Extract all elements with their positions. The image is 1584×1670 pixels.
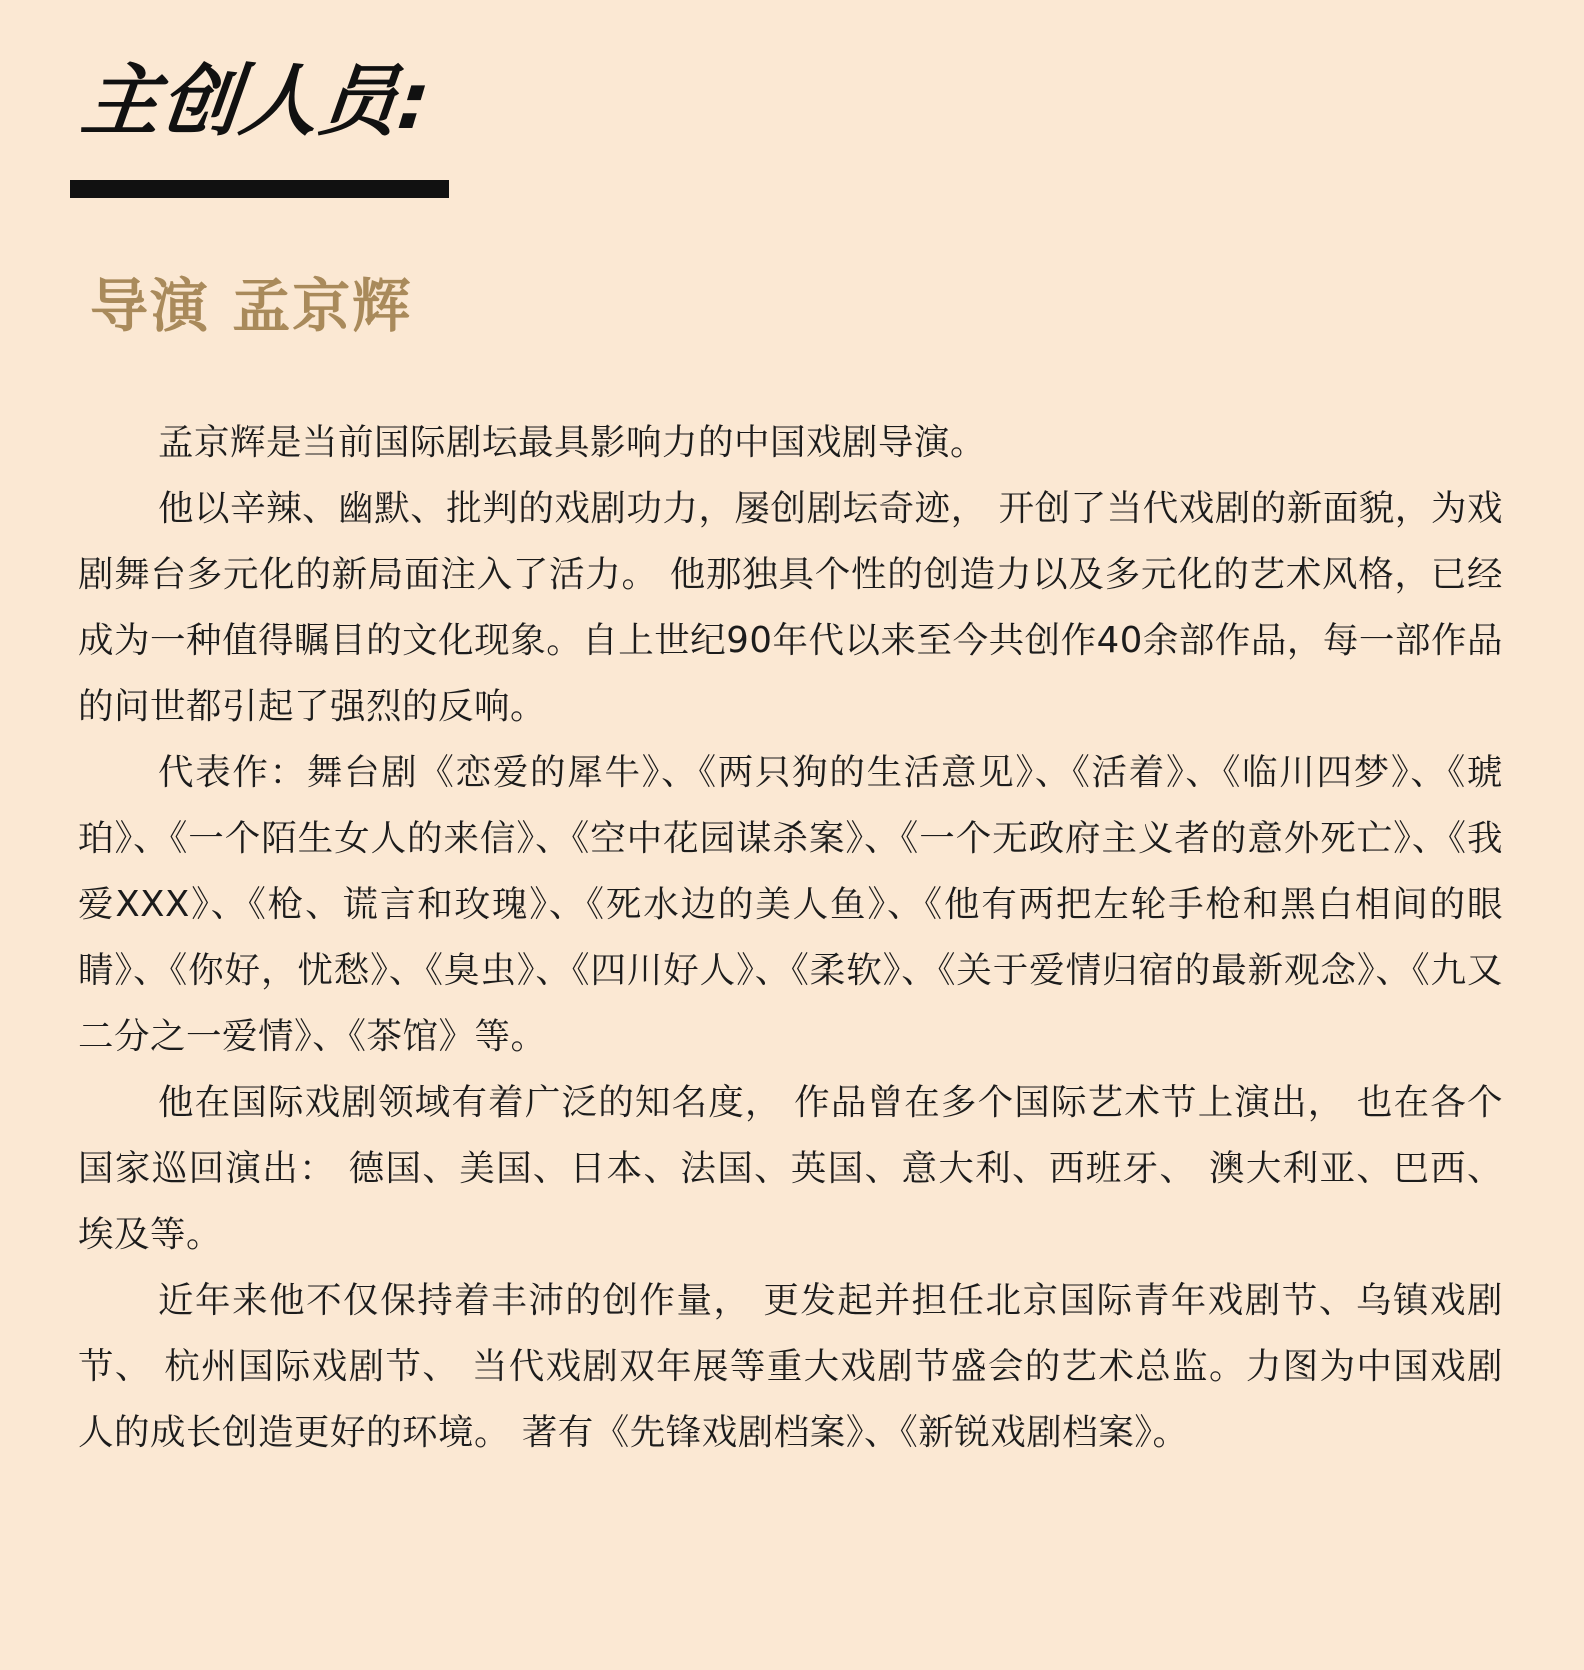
bio-paragraph-international: 他在国际戏剧领域有着广泛的知名度， 作品曾在多个国际艺术节上演出， 也在各个国家巡回演出： 德国、美国、日本、法国、英国、意大利、西班牙、 澳大利亚、巴西、埃及等。 [78, 1082, 1503, 1255]
title-underline [70, 180, 449, 198]
bio-paragraph-festivals: 近年来他不仅保持着丰沛的创作量， 更发起并担任北京国际青年戏剧节、乌镇戏剧节、 杭州国际戏剧节、 当代戏剧双年展等重大戏剧节盛会的艺术总监。力图为中国戏剧人的成长创造更好的环境。 著有《先锋戏剧档案》、《新锐戏剧档案》。 [78, 1280, 1503, 1453]
section-title: 主创人员: [77, 57, 436, 147]
bio-paragraph-style: 他以辛辣、幽默、批判的戏剧功力，屡创剧坛奇迹， 开创了当代戏剧的新面貌，为戏剧舞台多元化的新局面注入了活力。 他那独具个性的创造力以及多元化的艺术风格，已经成为一种值得瞩目的文化现象。自上世纪90年代以来至今共创作40余部作品，每一部作品的问世都引起了强烈的反响。 [78, 488, 1503, 727]
bio-paragraph-intro: 孟京辉是当前国际剧坛最具影响力的中国戏剧导演。 [158, 422, 987, 463]
director-heading: 导演 孟京辉 [90, 272, 413, 340]
director-bio [78, 410, 1503, 1466]
bio-paragraph-works: 代表作：舞台剧《恋爱的犀牛》、《两只狗的生活意见》、《活着》、《临川四梦》、《琥珀》、《一个陌生女人的来信》、《空中花园谋杀案》、《一个无政府主义者的意外死亡》、《我爱XXX》、《枪、谎言和玫瑰》、《死水边的美人鱼》、《他有两把左轮手枪和黑白相间的眼睛》、《你好，忧愁》、《臭虫》、《四川好人》、《柔软》、《关于爱情归宿的最新观念》、《九又二分之一爱情》、《茶馆》等。 [78, 752, 1503, 1057]
